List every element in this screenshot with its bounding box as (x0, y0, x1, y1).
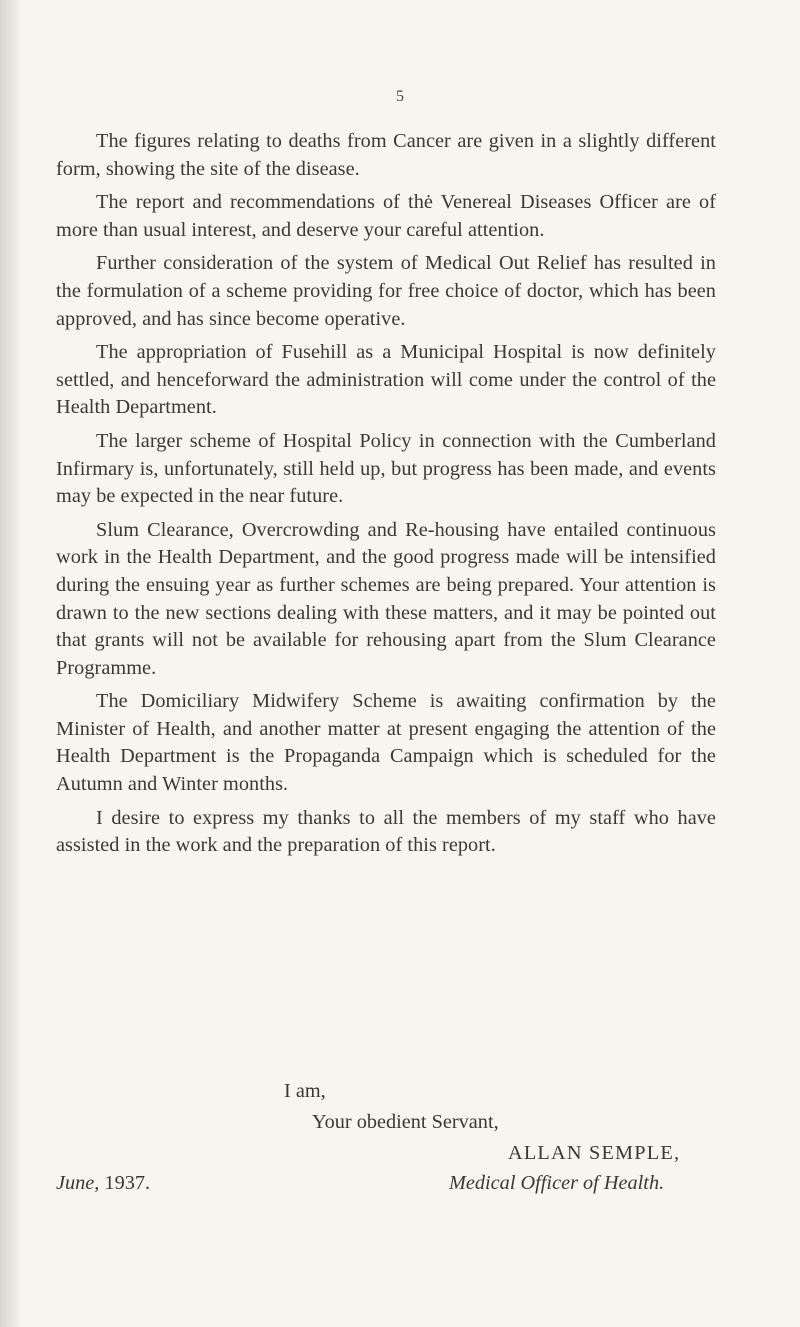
letter-date-year: 1937. (99, 1172, 151, 1194)
paragraph-midwifery-scheme: The Domiciliary Midwifery Scheme is awaiting confirmation by the Minister of Health, and another matter at present engaging the attention of the Health Department is the Propaganda Campaign which is scheduled for the Autumn and Winter months. (56, 690, 716, 796)
letter-closing (0, 1080, 800, 1200)
signatory-title: Medical Officer of Health. (449, 1172, 665, 1194)
closing-i-am: I am, (284, 1080, 326, 1102)
paragraph-cancer: The figures relating to deaths from Cancer are given in a slightly different form, showing the site of the disease. (56, 130, 716, 180)
closing-obedient-servant: Your obedient Servant, (312, 1111, 499, 1133)
paragraph-medical-out-relief: Further consideration of the system of Medical Out Relief has resulted in the formulation of a scheme providing for free choice of doctor, which has been approved, and has since become operative. (56, 252, 716, 330)
page-number: 5 (396, 88, 404, 105)
signatory-name: ALLAN SEMPLE, (508, 1142, 681, 1164)
paragraph-thanks: I desire to express my thanks to all the members of my staff who have assisted in the work and the preparation of this report. (56, 806, 716, 857)
paragraph-hospital-policy: The larger scheme of Hospital Policy in connection with the Cumberland Infirmary is, unfortunately, still held up, but progress has been made, and events may be expected in the near future. (56, 429, 716, 508)
paragraph-fusehill-hospital: The appropriation of Fusehill as a Municipal Hospital is now definitely settled, and henceforward the administration will come under the control of the Health Department. (56, 341, 716, 419)
paragraph-slum-clearance: Slum Clearance, Overcrowding and Re-housing have entailed continuous work in the Health Department, and the good progress made will be intensified during the ensuing year as further schemes are being prepared. Your attention is drawn to the new sections dealing with these matters, and it may be pointed out that grants will not be available for rehousing apart from the Slum Clearance Programme. (56, 518, 716, 679)
letter-body (56, 128, 716, 866)
paragraph-venereal-diseases: The report and recommendations of thė Venereal Diseases Officer are of more than usual interest, and deserve your careful attention. (56, 191, 716, 241)
letter-date (56, 1172, 150, 1195)
letter-date-month: June, (56, 1172, 100, 1194)
